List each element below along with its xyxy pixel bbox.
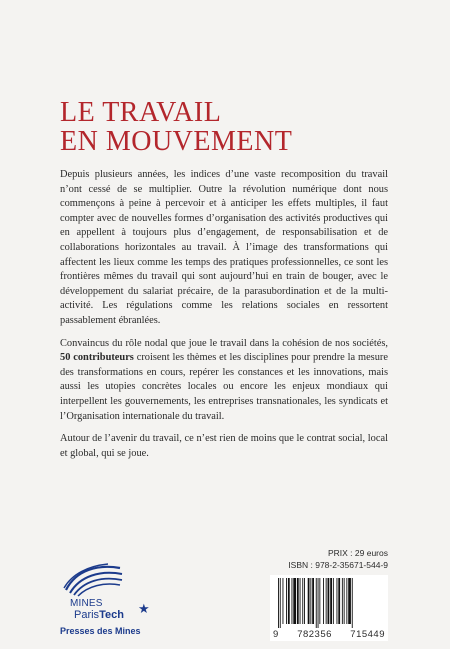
barcode-bar [330,578,332,624]
barcode-bar [323,578,324,624]
barcode-bar [338,578,340,624]
barcode-bar [302,578,303,624]
title-line-2: EN MOUVEMENT [60,126,293,157]
barcode-group-1: 782356 [297,629,332,640]
blurb-paragraph-2 [60,337,388,425]
barcode-bar [292,578,293,624]
barcode-bars [276,578,382,628]
publisher-name: Presses des Mines [60,626,141,636]
barcode-bar [278,578,279,628]
barcode-bar [319,578,320,624]
blurb [60,168,388,469]
barcode [270,575,388,641]
barcode-bar [344,578,345,624]
barcode-bar [304,578,305,624]
isbn-label: ISBN : 978-2-35671-544-9 [288,560,388,570]
publisher-logo [58,560,168,642]
barcode-bar [348,578,351,624]
barcode-bar [280,578,281,628]
barcode-bar [346,578,347,624]
barcode-bar [328,578,330,624]
barcode-bar [337,578,338,624]
barcode-bar [352,578,353,628]
barcode-bar [333,578,334,624]
barcode-digits [270,629,388,640]
barcode-bar [288,578,290,624]
barcode-bar [316,578,317,628]
barcode-bar [318,578,319,628]
barcode-bar [326,578,327,624]
star-icon: ★ [138,602,150,617]
barcode-bar [297,578,299,624]
price-label: PRIX : 29 euros [327,548,388,558]
barcode-bar [342,578,343,624]
blurb-paragraph-2-end: croisent les thèmes et les disciplines pour prendre la mesure des transformations en cours, repérer les constances et les innovations, mais aussi les utopies concrètes locales ou encore les enjeux mondiaux qui interpellent les gouvernements, les entreprises transnationales, les syndicats et l’Organisation internationale du travail. [60,352,388,422]
blurb-paragraph-2-start: Convaincus du rôle nodal que joue le travail dans la cohésion de nos sociétés, [60,337,388,349]
barcode-bar [283,578,284,624]
logo-paristech-text [74,609,124,621]
blurb-paragraph-3: Autour de l’avenir du travail, ce n’est rien de moins que le contrat social, local et global, qui se joue. [60,433,388,459]
blurb-paragraph-1: Depuis plusieurs années, les indices d’une vaste recomposition du travail n’ont cessé de se multiplier. Outre la révolution numérique dont nous commençons à peine à percevoir et à anticiper les effets multiples, il faut compter avec de nouvelles formes d’organisation des activités productives qui en appellent à toujours plus d’engagement, de responsabilisation et de collaborations horizontales au travail. À l’image des transformations qui affectent les lieux comme les temps des pratiques professionnelles, ce sont les frontières mêmes du travail qui sont aujourd’hui en train de bouger, avec le développement du salariat précaire, de la parasubordination et de la multi-activité. Les régulations comme les relations sociales en ressortent passablement ébranlées. [60,169,388,326]
logo-paris-text: Paris [74,609,100,621]
logo-tech-text: Tech [99,609,124,621]
barcode-bar [293,578,296,624]
book-title [60,98,390,156]
barcode-group-2: 715449 [350,629,385,640]
barcode-first-digit: 9 [273,629,279,640]
swirl-logo-icon [58,560,128,600]
barcode-bar [286,578,287,624]
logo-mines-text: MINES [70,598,103,609]
barcode-bar [308,578,310,624]
title-line-1: LE TRAVAIL [60,97,222,128]
contributors-highlight: 50 contributeurs [60,352,134,364]
barcode-bar [310,578,311,624]
barcode-bar [300,578,301,624]
barcode-bar [312,578,314,624]
